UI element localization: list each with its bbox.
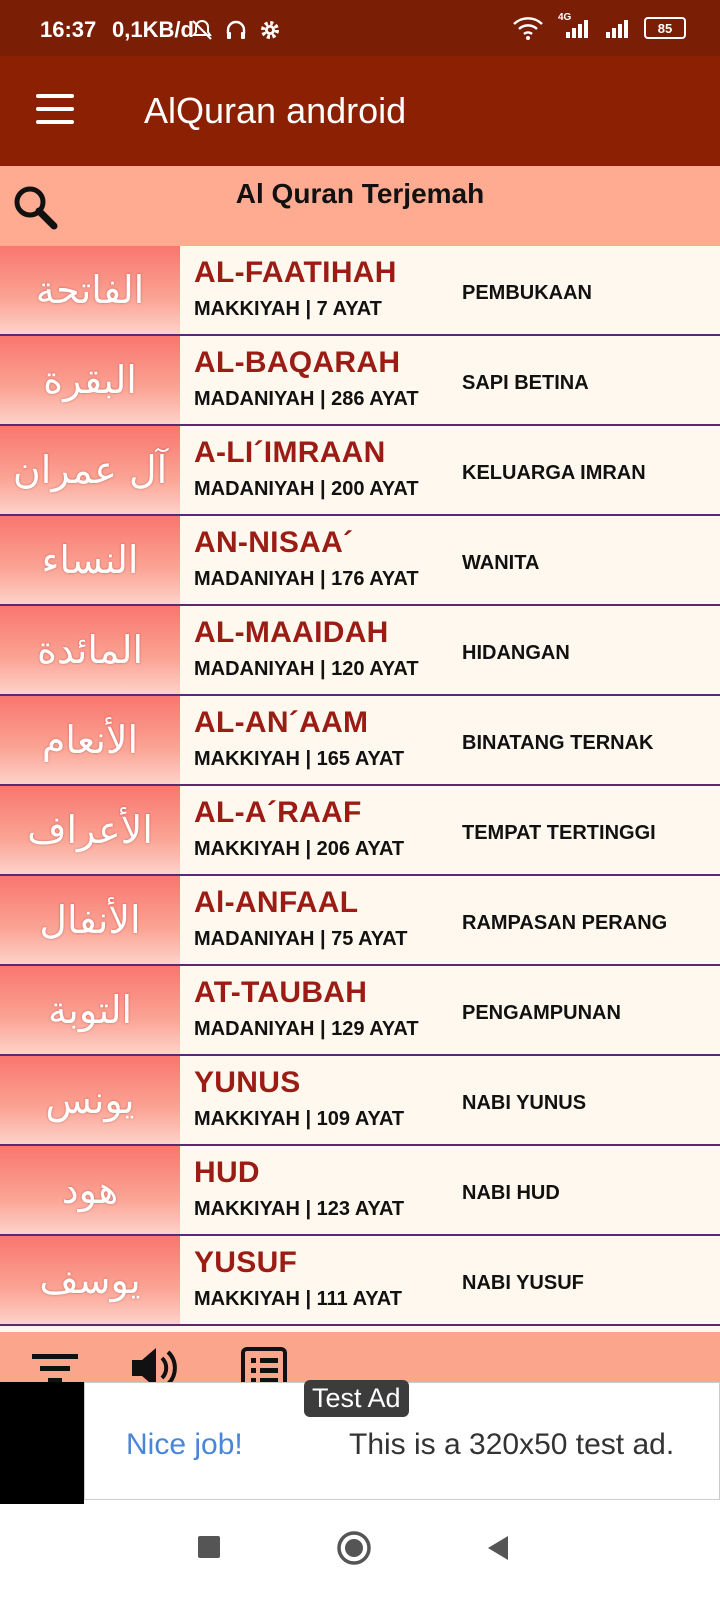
surah-meaning: TEMPAT TERTINGGI xyxy=(462,822,656,844)
signal-strength-icon xyxy=(556,16,592,40)
surah-meta: MADANIYAH | 75 AYAT xyxy=(194,928,408,950)
surah-meaning: PENGAMPUNAN xyxy=(462,1002,621,1024)
surah-calligraphy-image: آل عمران xyxy=(0,426,180,514)
surah-name: AL-A´RAAF xyxy=(194,796,362,829)
surah-row-at-taubah[interactable] xyxy=(0,966,720,1056)
settings-gear-icon xyxy=(258,18,282,42)
surah-calligraphy-image: البقرة xyxy=(0,336,180,424)
status-bar xyxy=(0,0,720,56)
ad-headline[interactable]: Nice job! xyxy=(126,1428,243,1461)
signal-strength-icon-2 xyxy=(604,16,632,40)
surah-row-ali-imraan[interactable] xyxy=(0,426,720,516)
surah-row-hud[interactable] xyxy=(0,1146,720,1236)
surah-meta: MADANIYAH | 286 AYAT xyxy=(194,388,419,410)
system-nav-bar xyxy=(0,1504,720,1600)
notification-muted-icon xyxy=(190,18,214,42)
ad-body-text[interactable]: This is a 320x50 test ad. xyxy=(349,1428,675,1461)
surah-name: HUD xyxy=(194,1156,260,1189)
surah-row-al-faatihah[interactable] xyxy=(0,246,720,336)
filter-sort-icon[interactable] xyxy=(30,1346,80,1384)
surah-row-yunus[interactable] xyxy=(0,1056,720,1146)
status-left-icons xyxy=(190,18,282,42)
surah-name: AL-MAAIDAH xyxy=(194,616,389,649)
surah-meta: MAKKIYAH | 109 AYAT xyxy=(194,1108,405,1130)
volume-icon[interactable] xyxy=(128,1346,182,1384)
surah-meaning: PEMBUKAAN xyxy=(462,282,592,304)
surah-row-al-baqarah[interactable] xyxy=(0,336,720,426)
surah-calligraphy-image: يونس xyxy=(0,1056,180,1144)
surah-meaning: KELUARGA IMRAN xyxy=(462,462,646,484)
surah-meaning: NABI YUSUF xyxy=(462,1272,584,1294)
surah-calligraphy-image: التوبة xyxy=(0,966,180,1054)
surah-name: A-LI´IMRAAN xyxy=(194,436,386,469)
recent-apps-icon[interactable] xyxy=(196,1534,222,1560)
surah-calligraphy-image: الأنفال xyxy=(0,876,180,964)
surah-meta: MADANIYAH | 129 AYAT xyxy=(194,1018,419,1040)
surah-name: AL-AN´AAM xyxy=(194,706,369,739)
surah-calligraphy-image: النساء xyxy=(0,516,180,604)
search-icon[interactable] xyxy=(10,182,60,232)
status-time: 16:37 xyxy=(40,17,97,42)
surah-row-yusuf[interactable] xyxy=(0,1236,720,1326)
surah-name: AL-FAATIHAH xyxy=(194,256,397,289)
surah-meaning: RAMPASAN PERANG xyxy=(462,912,668,934)
surah-list[interactable] xyxy=(0,246,720,1332)
surah-meaning: HIDANGAN xyxy=(462,642,570,664)
app-title: AlQuran android xyxy=(144,90,407,131)
home-icon[interactable] xyxy=(336,1530,372,1566)
surah-row-al-araaf[interactable] xyxy=(0,786,720,876)
surah-meta: MAKKIYAH | 206 AYAT xyxy=(194,838,405,860)
ad-black-area xyxy=(0,1382,84,1504)
surah-meaning: NABI YUNUS xyxy=(462,1092,587,1114)
wifi-icon xyxy=(512,16,544,40)
surah-meta: MAKKIYAH | 123 AYAT xyxy=(194,1198,405,1220)
surah-meaning: SAPI BETINA xyxy=(462,372,589,394)
surah-calligraphy-image: الأعراف xyxy=(0,786,180,874)
battery-icon: 85 xyxy=(644,17,686,39)
surah-calligraphy-image: هود xyxy=(0,1146,180,1234)
surah-name: AT-TAUBAH xyxy=(194,976,368,1009)
surah-meta: MAKKIYAH | 165 AYAT xyxy=(194,748,405,770)
surah-meta: MADANIYAH | 120 AYAT xyxy=(194,658,419,680)
sub-header-title: Al Quran Terjemah xyxy=(235,178,485,209)
bottom-toolbar xyxy=(0,1332,720,1384)
surah-meaning: WANITA xyxy=(462,552,540,574)
surah-meta: MAKKIYAH | 111 AYAT xyxy=(194,1288,402,1310)
surah-row-al-maaidah[interactable] xyxy=(0,606,720,696)
surah-row-an-nisaa[interactable] xyxy=(0,516,720,606)
app-bar xyxy=(0,56,720,166)
status-right-icons xyxy=(512,12,686,40)
surah-meaning: NABI HUD xyxy=(462,1182,560,1204)
hamburger-menu-icon[interactable] xyxy=(36,94,74,124)
surah-meta: MADANIYAH | 200 AYAT xyxy=(194,478,419,500)
surah-calligraphy-image: الفاتحة xyxy=(0,246,180,334)
headphones-icon xyxy=(224,18,248,42)
surah-meta: MAKKIYAH | 7 AYAT xyxy=(194,298,382,320)
surah-name: YUNUS xyxy=(194,1066,301,1099)
surah-meaning: BINATANG TERNAK xyxy=(462,732,654,754)
surah-row-al-anaam[interactable] xyxy=(0,696,720,786)
surah-name: Al-ANFAAL xyxy=(194,886,359,919)
surah-meta: MADANIYAH | 176 AYAT xyxy=(194,568,419,590)
test-ad-label: Test Ad xyxy=(304,1380,409,1417)
back-icon[interactable] xyxy=(484,1534,510,1562)
network-type-label: 4G xyxy=(558,12,572,23)
signal-4g xyxy=(556,12,592,40)
list-view-icon[interactable] xyxy=(240,1346,290,1384)
surah-name: YUSUF xyxy=(194,1246,298,1279)
surah-row-al-anfaal[interactable] xyxy=(0,876,720,966)
status-network-speed: 0,1KB/d xyxy=(112,17,194,42)
sub-header xyxy=(0,166,720,246)
surah-calligraphy-image: يوسف xyxy=(0,1236,180,1324)
surah-calligraphy-image: الأنعام xyxy=(0,696,180,784)
surah-name: AL-BAQARAH xyxy=(194,346,401,379)
surah-name: AN-NISAA´ xyxy=(194,526,354,559)
surah-calligraphy-image: المائدة xyxy=(0,606,180,694)
